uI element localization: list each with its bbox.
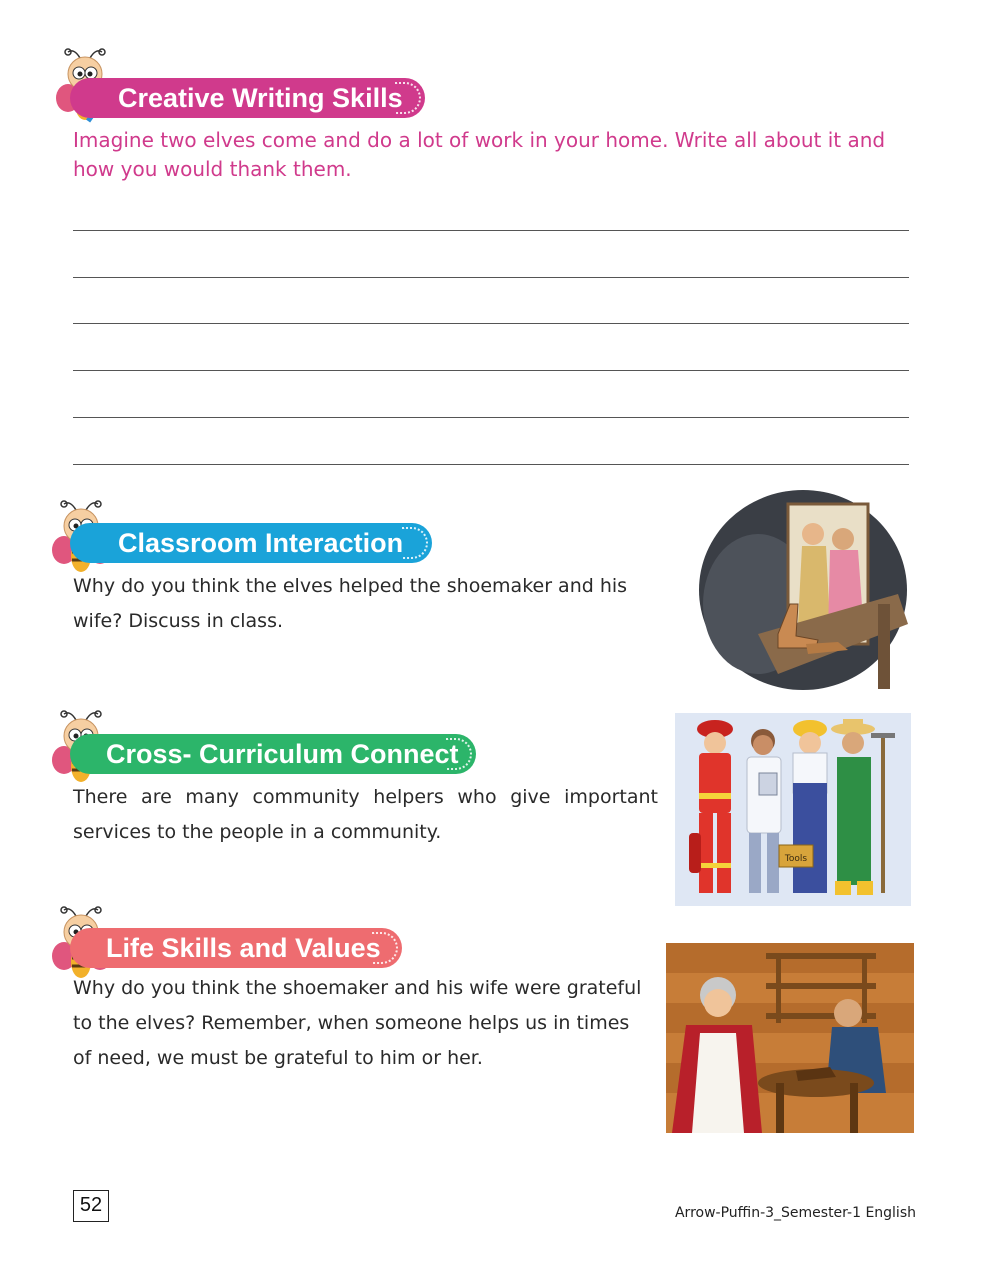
classroom-interaction-heading xyxy=(70,523,432,563)
cross-curriculum-heading xyxy=(70,734,476,774)
creative-writing-heading xyxy=(70,78,425,118)
page-number: 52 xyxy=(73,1190,109,1222)
tools-box-label: Tools xyxy=(784,854,808,864)
community-helpers-illustration xyxy=(675,713,911,906)
life-skills-text: Why do you think the shoemaker and his wife were grateful to the elves? Remember, when someone helps us in times of need, we must be grateful to him or her. xyxy=(73,977,642,1069)
classroom-interaction-heading-text: Classroom Interaction xyxy=(118,528,404,558)
creative-writing-prompt: Imagine two elves come and do a lot of work in your home. Write all about it and how you would thank them. xyxy=(73,128,886,181)
book-title-footer: Arrow-Puffin-3_Semester-1 English xyxy=(674,1205,916,1221)
shoemaker-couple-at-door-illustration xyxy=(698,484,908,696)
cross-curriculum-text: There are many community helpers who give important services to the people in a community. xyxy=(73,786,658,843)
writing-line[interactable] xyxy=(73,277,909,278)
creative-writing-heading-text: Creative Writing Skills xyxy=(118,83,403,113)
life-skills-heading-text: Life Skills and Values xyxy=(106,933,381,963)
classroom-interaction-text: Why do you think the elves helped the shoemaker and his wife? Discuss in class. xyxy=(73,575,628,632)
writing-line[interactable] xyxy=(73,370,909,371)
writing-line[interactable] xyxy=(73,464,909,465)
writing-line[interactable] xyxy=(73,417,909,418)
cross-curriculum-heading-text: Cross- Curriculum Connect xyxy=(106,739,459,769)
writing-line[interactable] xyxy=(73,323,909,324)
life-skills-heading xyxy=(70,928,402,968)
shoemaker-workshop-illustration xyxy=(666,943,914,1133)
writing-line[interactable] xyxy=(73,230,909,231)
